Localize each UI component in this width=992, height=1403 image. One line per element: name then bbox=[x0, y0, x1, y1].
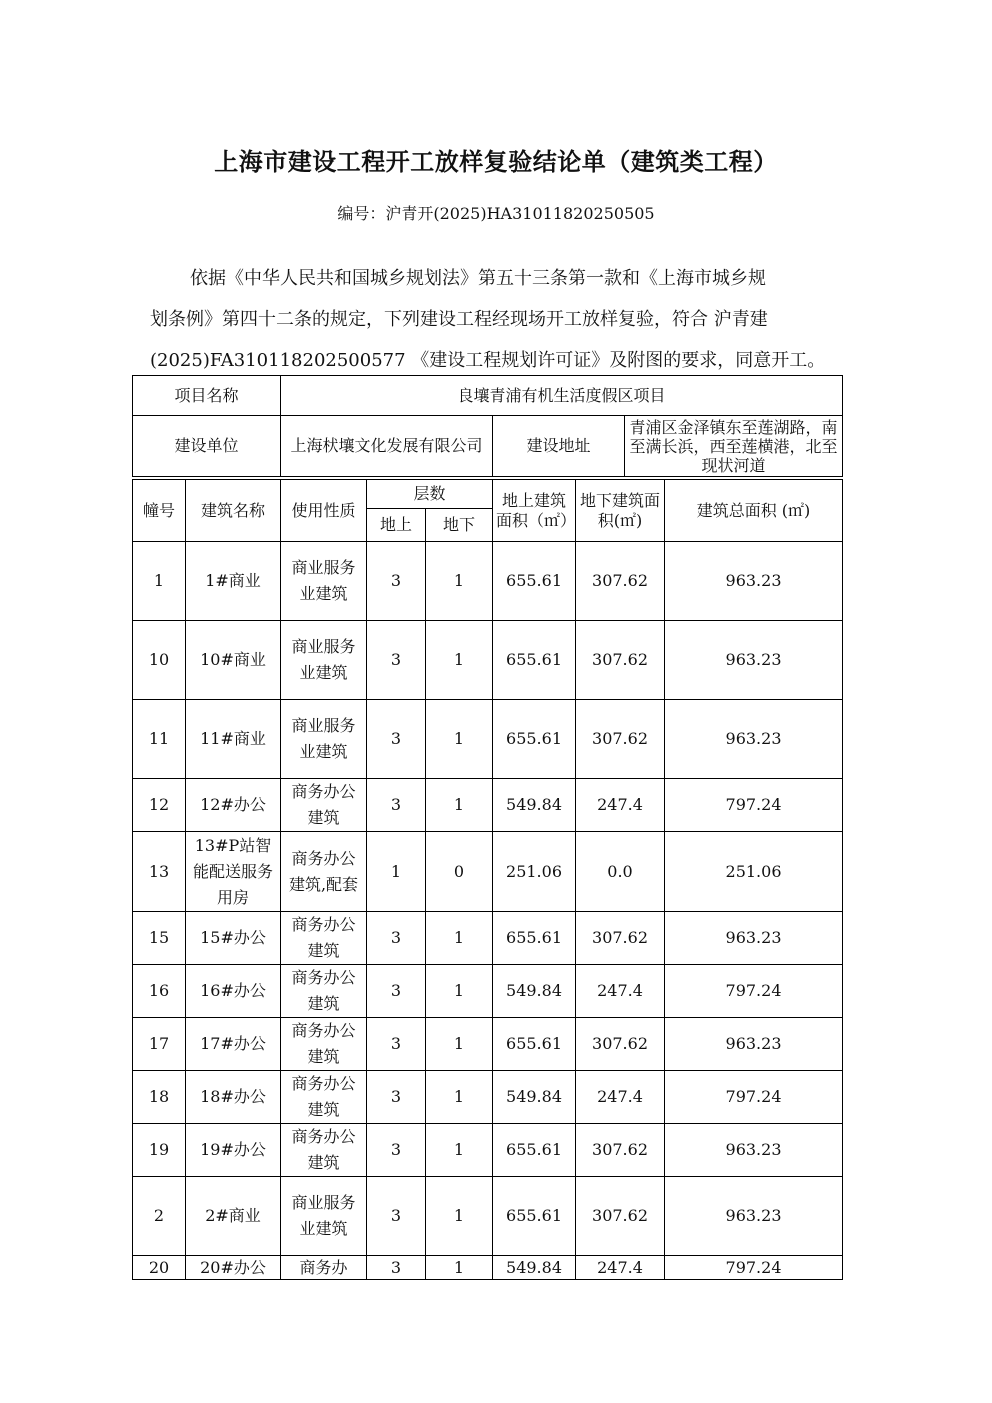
cell-use: 商务办公建筑 bbox=[281, 965, 367, 1018]
cell-below: 1 bbox=[426, 1256, 493, 1280]
cell-below: 1 bbox=[426, 912, 493, 965]
cell-below-area: 307.62 bbox=[576, 1018, 665, 1071]
cell-total: 963.23 bbox=[665, 542, 843, 621]
cell-below-area: 307.62 bbox=[576, 1177, 665, 1256]
cell-no: 17 bbox=[133, 1018, 186, 1071]
cell-above: 3 bbox=[367, 621, 426, 700]
cell-above-area: 549.84 bbox=[493, 965, 576, 1018]
cell-name: 12#办公 bbox=[186, 779, 281, 832]
header-below-area: 地下建筑面积(㎡) bbox=[576, 480, 665, 542]
cell-above: 3 bbox=[367, 542, 426, 621]
table-row bbox=[133, 779, 843, 832]
building-table-body bbox=[133, 542, 843, 1280]
cell-below: 1 bbox=[426, 542, 493, 621]
cell-above-area: 655.61 bbox=[493, 1124, 576, 1177]
cell-total: 797.24 bbox=[665, 1071, 843, 1124]
cell-name: 11#商业 bbox=[186, 700, 281, 779]
document-number: 编号：沪青开(2025)HA31011820250505 bbox=[337, 204, 655, 223]
cell-below-area: 307.62 bbox=[576, 700, 665, 779]
cell-use: 商业服务业建筑 bbox=[281, 542, 367, 621]
table-row bbox=[133, 621, 843, 700]
cell-total: 797.24 bbox=[665, 1256, 843, 1280]
cell-use: 商务办公建筑,配套 bbox=[281, 832, 367, 912]
cell-no: 19 bbox=[133, 1124, 186, 1177]
cell-name: 17#办公 bbox=[186, 1018, 281, 1071]
cell-above: 3 bbox=[367, 1071, 426, 1124]
cell-total: 963.23 bbox=[665, 1018, 843, 1071]
cell-name: 2#商业 bbox=[186, 1177, 281, 1256]
table-row bbox=[133, 912, 843, 965]
cell-use: 商务办公建筑 bbox=[281, 912, 367, 965]
cell-below-area: 307.62 bbox=[576, 542, 665, 621]
cell-below-area: 0.0 bbox=[576, 832, 665, 912]
cell-below-area: 247.4 bbox=[576, 965, 665, 1018]
cell-no: 2 bbox=[133, 1177, 186, 1256]
cell-name: 1#商业 bbox=[186, 542, 281, 621]
cell-use: 商业服务业建筑 bbox=[281, 621, 367, 700]
header-use: 使用性质 bbox=[281, 480, 367, 542]
unit-value: 上海枤壤文化发展有限公司 bbox=[281, 416, 493, 477]
cell-above: 3 bbox=[367, 1124, 426, 1177]
cell-total: 797.24 bbox=[665, 965, 843, 1018]
project-name-row bbox=[133, 376, 843, 416]
table-row bbox=[133, 1124, 843, 1177]
header-total-area: 建筑总面积 (㎡) bbox=[665, 480, 843, 542]
cell-total: 963.23 bbox=[665, 912, 843, 965]
cell-total: 963.23 bbox=[665, 700, 843, 779]
cell-name: 10#商业 bbox=[186, 621, 281, 700]
cell-above-area: 655.61 bbox=[493, 1018, 576, 1071]
project-info-table bbox=[132, 375, 843, 477]
project-unit-row bbox=[133, 416, 843, 477]
cell-above: 3 bbox=[367, 912, 426, 965]
cell-above-area: 549.84 bbox=[493, 1256, 576, 1280]
document-title: 上海市建设工程开工放样复验结论单（建筑类工程） bbox=[214, 148, 778, 176]
cell-below-area: 307.62 bbox=[576, 912, 665, 965]
cell-use: 商业服务业建筑 bbox=[281, 1177, 367, 1256]
cell-total: 251.06 bbox=[665, 832, 843, 912]
header-row-1 bbox=[133, 480, 843, 509]
intro-line-2: 划条例》第四十二条的规定，下列建设工程经现场开工放样复验，符合 沪青建 bbox=[150, 309, 768, 330]
cell-above-area: 655.61 bbox=[493, 542, 576, 621]
cell-use: 商务办 bbox=[281, 1256, 367, 1280]
cell-above: 3 bbox=[367, 700, 426, 779]
building-table bbox=[132, 479, 843, 1280]
header-name: 建筑名称 bbox=[186, 480, 281, 542]
cell-no: 16 bbox=[133, 965, 186, 1018]
project-name-label: 项目名称 bbox=[133, 376, 281, 416]
cell-total: 963.23 bbox=[665, 1177, 843, 1256]
cell-use: 商业服务业建筑 bbox=[281, 700, 367, 779]
cell-name: 15#办公 bbox=[186, 912, 281, 965]
cell-above: 3 bbox=[367, 1177, 426, 1256]
cell-total: 963.23 bbox=[665, 1124, 843, 1177]
cell-below-area: 247.4 bbox=[576, 779, 665, 832]
header-below: 地下 bbox=[426, 509, 493, 542]
table-row bbox=[133, 965, 843, 1018]
cell-below: 1 bbox=[426, 700, 493, 779]
cell-no: 11 bbox=[133, 700, 186, 779]
cell-above-area: 655.61 bbox=[493, 621, 576, 700]
cell-below: 1 bbox=[426, 1124, 493, 1177]
table-row bbox=[133, 1018, 843, 1071]
cell-below-area: 247.4 bbox=[576, 1071, 665, 1124]
cell-name: 20#办公 bbox=[186, 1256, 281, 1280]
cell-below: 1 bbox=[426, 965, 493, 1018]
cell-total: 963.23 bbox=[665, 621, 843, 700]
cell-no: 15 bbox=[133, 912, 186, 965]
cell-above-area: 549.84 bbox=[493, 1071, 576, 1124]
cell-below: 1 bbox=[426, 1018, 493, 1071]
header-no: 幢号 bbox=[133, 480, 186, 542]
cell-below: 1 bbox=[426, 779, 493, 832]
table-row bbox=[133, 832, 843, 912]
cell-no: 18 bbox=[133, 1071, 186, 1124]
table-row bbox=[133, 700, 843, 779]
cell-no: 10 bbox=[133, 621, 186, 700]
cell-below-area: 307.62 bbox=[576, 1124, 665, 1177]
header-above: 地上 bbox=[367, 509, 426, 542]
cell-no: 20 bbox=[133, 1256, 186, 1280]
table-row bbox=[133, 1177, 843, 1256]
unit-label: 建设单位 bbox=[133, 416, 281, 477]
cell-use: 商务办公建筑 bbox=[281, 1071, 367, 1124]
cell-name: 19#办公 bbox=[186, 1124, 281, 1177]
cell-above-area: 655.61 bbox=[493, 700, 576, 779]
cell-above-area: 549.84 bbox=[493, 779, 576, 832]
intro-line-1: 依据《中华人民共和国城乡规划法》第五十三条第一款和《上海市城乡规 bbox=[190, 268, 766, 289]
cell-below: 1 bbox=[426, 621, 493, 700]
cell-total: 797.24 bbox=[665, 779, 843, 832]
cell-name: 13#P站智能配送服务用房 bbox=[186, 832, 281, 912]
cell-name: 16#办公 bbox=[186, 965, 281, 1018]
cell-below: 0 bbox=[426, 832, 493, 912]
cell-above: 3 bbox=[367, 779, 426, 832]
table-row bbox=[133, 1256, 843, 1280]
cell-above: 3 bbox=[367, 1018, 426, 1071]
cell-below-area: 247.4 bbox=[576, 1256, 665, 1280]
cell-no: 12 bbox=[133, 779, 186, 832]
cell-above-area: 251.06 bbox=[493, 832, 576, 912]
cell-use: 商务办公建筑 bbox=[281, 779, 367, 832]
cell-use: 商务办公建筑 bbox=[281, 1018, 367, 1071]
project-name-value: 良壤青浦有机生活度假区项目 bbox=[281, 376, 843, 416]
cell-above: 1 bbox=[367, 832, 426, 912]
header-above-area: 地上建筑面积（㎡） bbox=[493, 480, 576, 542]
header-floors: 层数 bbox=[367, 480, 493, 509]
intro-paragraph bbox=[150, 258, 844, 381]
cell-above-area: 655.61 bbox=[493, 912, 576, 965]
cell-no: 1 bbox=[133, 542, 186, 621]
cell-use: 商务办公建筑 bbox=[281, 1124, 367, 1177]
cell-below: 1 bbox=[426, 1177, 493, 1256]
cell-below-area: 307.62 bbox=[576, 621, 665, 700]
cell-name: 18#办公 bbox=[186, 1071, 281, 1124]
cell-below: 1 bbox=[426, 1071, 493, 1124]
cell-no: 13 bbox=[133, 832, 186, 912]
cell-above-area: 655.61 bbox=[493, 1177, 576, 1256]
address-value: 青浦区金泽镇东至莲湖路，南至满长浜，西至莲横港，北至现状河道 bbox=[625, 416, 843, 477]
table-row bbox=[133, 1071, 843, 1124]
cell-above: 3 bbox=[367, 965, 426, 1018]
cell-above: 3 bbox=[367, 1256, 426, 1280]
table-row bbox=[133, 542, 843, 621]
intro-line-3: (2025)FA310118202500577 《建设工程规划许可证》及附图的要求，同意开工。 bbox=[150, 350, 826, 371]
address-label: 建设地址 bbox=[493, 416, 625, 477]
